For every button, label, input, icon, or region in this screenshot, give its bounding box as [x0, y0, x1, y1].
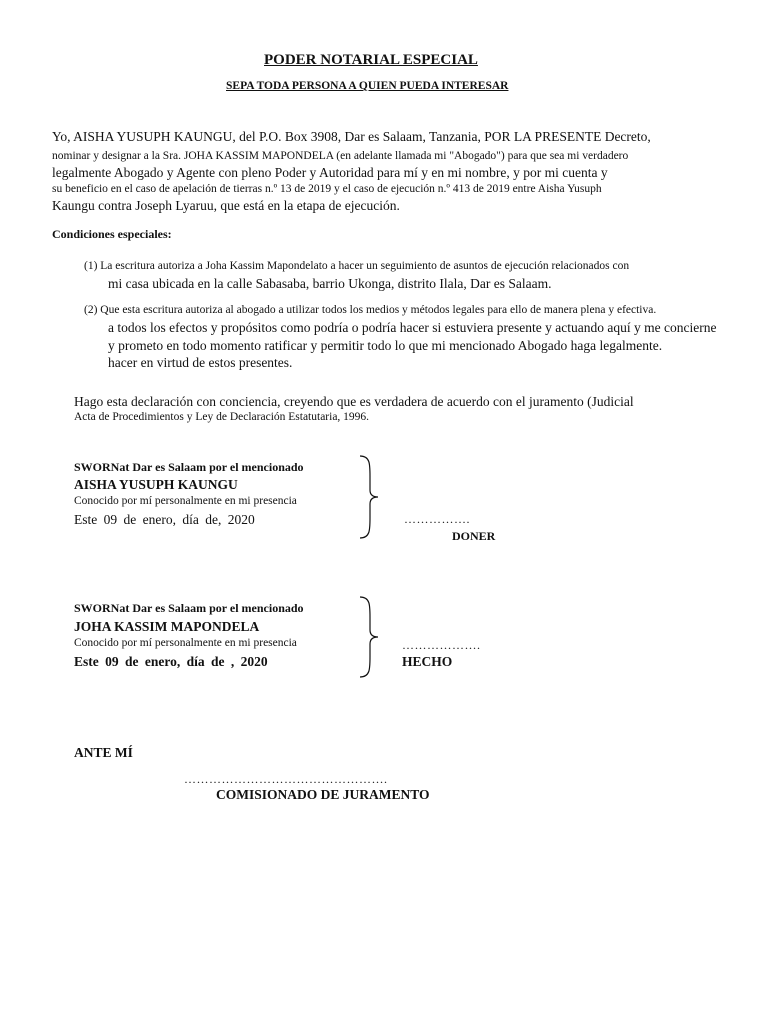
condition-1-line-2: mi casa ubicada en la calle Sabasaba, barrio Ukonga, distrito Ilala, Dar es Salaam.	[108, 276, 552, 291]
conditions-heading: Condiciones especiales:	[52, 227, 172, 241]
block1-sworn: SWORNat Dar es Salaam por el mencionado	[74, 460, 304, 474]
block2-known: Conocido por mí personalmente en mi presencia	[74, 637, 297, 649]
block1-signature-dots: …………….	[404, 512, 470, 526]
block2-role: HECHO	[402, 654, 453, 669]
block2-name: JOHA KASSIM MAPONDELA	[74, 619, 260, 634]
before-me: ANTE MÍ	[74, 745, 133, 760]
declaration-line-2: Acta de Procedimientos y Ley de Declaración Estatutaria, 1996.	[74, 411, 370, 423]
intro-line-5: Kaungu contra Joseph Lyaruu, que está en la etapa de ejecución.	[52, 198, 400, 213]
condition-2-line-3: y prometo en todo momento ratificar y permitir todo lo que mi mencionado Abogado haga legalmente.	[108, 338, 663, 353]
block1-name: AISHA YUSUPH KAUNGU	[74, 477, 238, 492]
declaration-line-1: Hago esta declaración con conciencia, creyendo que es verdadera de acuerdo con el juramento (Judicial	[74, 394, 634, 409]
block2-sworn: SWORNat Dar es Salaam por el mencionado	[74, 601, 304, 615]
commissioner-title: COMISIONADO DE JURAMENTO	[216, 787, 430, 802]
block1-date: Este 09 de enero, día de, 2020	[74, 512, 255, 527]
condition-1-line-1: (1) La escritura autoriza a Joha Kassim Mapondelato a hacer un seguimiento de asuntos de ejecución relacionados con	[84, 260, 630, 272]
condition-2-line-1: (2) Que esta escritura autoriza al abogado a utilizar todos los medios y métodos legales para ello de manera plena y efectiva.	[84, 304, 657, 316]
block1-role: DONER	[452, 529, 496, 543]
block1-known: Conocido por mí personalmente en mi presencia	[74, 495, 297, 507]
document-title: PODER NOTARIAL ESPECIAL	[264, 52, 478, 68]
intro-line-1: Yo, AISHA YUSUPH KAUNGU, del P.O. Box 3908, Dar es Salaam, Tanzania, POR LA PRESENTE Decreto,	[52, 129, 651, 144]
block2-date: Este 09 de enero, día de , 2020	[74, 654, 268, 669]
condition-2-line-2: a todos los efectos y propósitos como podría o podría hacer si estuviera presente y actuando aquí y me concierne	[108, 320, 717, 335]
intro-line-2: nominar y designar a la Sra. JOHA KASSIM MAPONDELA (en adelante llamada mi "Abogado") para que sea mi verdadero	[52, 150, 629, 162]
block2-signature-dots: ……………….	[402, 638, 481, 652]
block1-brace	[358, 454, 380, 540]
document-subtitle: SEPA TODA PERSONA A QUIEN PUEDA INTERESAR	[226, 80, 509, 92]
commissioner-signature-dots: ………………………………………….	[184, 772, 388, 786]
block2-brace	[358, 595, 380, 679]
intro-line-3: legalmente Abogado y Agente con pleno Poder y Autoridad para mí y en mi nombre, y por mi cuenta y	[52, 165, 608, 180]
condition-2-line-4: hacer en virtud de estos presentes.	[108, 355, 293, 370]
intro-line-4: su beneficio en el caso de apelación de tierras n.º 13 de 2019 y el caso de ejecución n.º 413 de 2019 entre Aisha Yusuph	[52, 183, 602, 195]
